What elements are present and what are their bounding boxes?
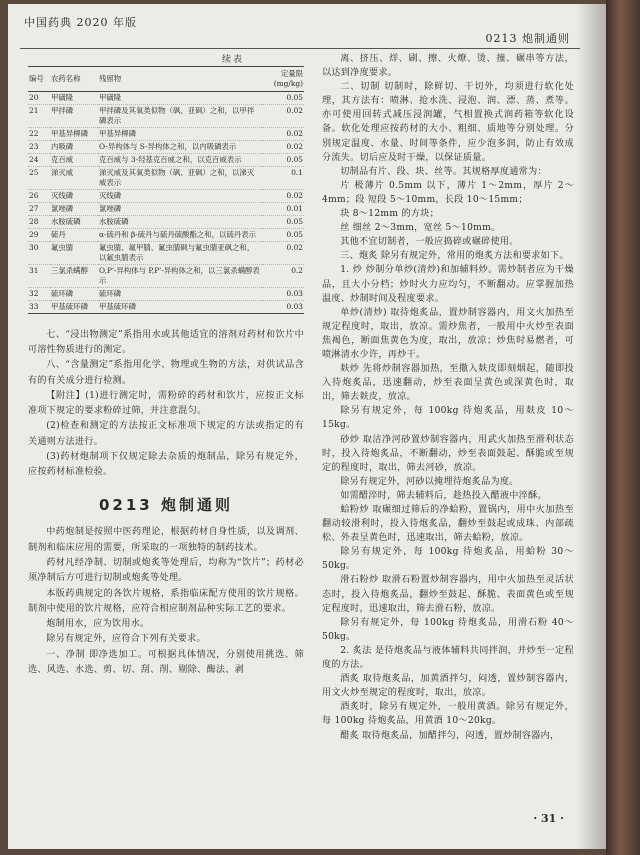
table-body — [28, 92, 304, 314]
table-row — [28, 202, 304, 215]
table-cell: 涕灭威及其氧类似物（砜、亚砜）之和，以涕灭威表示 — [98, 167, 262, 190]
paragraph: (3)药材炮制项下仅规定除去杂质的炮制品，除另有规定外，应按药材标准检验。 — [28, 451, 304, 478]
running-header-right: 0213 炮制通则 — [485, 32, 570, 45]
paragraph: 八、“含量测定”系指用化学、物理或生物的方法，对供试品含有的有关成分进行检测。 — [28, 360, 304, 386]
table-row — [28, 215, 304, 228]
table-cell: 33 — [28, 300, 50, 313]
table-row — [28, 141, 304, 154]
table-cell: 0.02 — [262, 189, 304, 202]
table-cell: 硫丹 — [50, 228, 98, 241]
paragraph: 除另有规定外，每 100kg 待炮炙品，用滑石粉 40～50kg。 — [322, 617, 574, 642]
table-cell: 0.02 — [262, 128, 304, 141]
table-row — [28, 105, 304, 128]
table-row — [28, 241, 304, 264]
table-cell: 20 — [28, 92, 50, 105]
paragraph: 1. 炒 炒制分单炒(清炒)和加辅料炒。需炒制者应为干燥品，且大小分档；炒时火力应均匀，不断翻动。应掌握加热温度、炒制时间及程度要求。 — [322, 265, 574, 304]
pesticide-residue-table — [28, 54, 304, 314]
table-cell: 0.05 — [262, 228, 304, 241]
paragraph: 丝 细丝 2～3mm，宽丝 5～10mm。 — [340, 223, 501, 234]
table-row — [28, 128, 304, 141]
table-cell: 涕灭威 — [50, 167, 98, 190]
table-header-cell: 农药名称 — [50, 67, 98, 92]
table-cell: 甲基硫环磷 — [98, 300, 262, 313]
table-header-cell: 残留物 — [98, 67, 262, 92]
table-cell: 甲基硫环磷 — [50, 300, 98, 313]
paragraph: 滑石粉炒 取滑石粉置炒制容器内，用中火加热至灵活状态时，投入待炮炙品，翻炒至鼓起、酥脆、表面黄色或至规定程度时，迅速取出，筛去滑石粉，放凉。 — [322, 575, 574, 614]
paragraph: 除另有规定外，应符合下列有关要求。 — [46, 634, 206, 645]
table-cell: 氯唑磷 — [50, 202, 98, 215]
table-cell: O,P'-异构体与 P,P'-异构体之和，以三氯杀螨醇表示 — [98, 264, 262, 287]
paragraph: 麸炒 先将炒制容器加热，至撒入麸皮即刻烟起，随即投入待炮炙品，迅速翻动，炒至表面呈黄色或深黄色时，取出，筛去麸皮，放凉。 — [322, 364, 574, 403]
table-cell: 0.03 — [262, 287, 304, 300]
paragraph: (2)检查和测定的方法按正文标准项下规定的方法或指定的有关通则方法进行。 — [28, 421, 304, 447]
paragraph: 三、炮炙 除另有规定外，常用的炮炙方法和要求如下。 — [340, 251, 569, 262]
table-cell: 氟虫腈 — [50, 241, 98, 264]
paragraph: 酒炙 取待炮炙品，加黄酒拌匀，闷透，置炒制容器内，用文火炒至规定的程度时，取出，放凉。 — [322, 674, 574, 699]
table-cell: 甲磺隆 — [50, 92, 98, 105]
page-gutter-shadow — [576, 4, 606, 849]
table-cell: 0.05 — [262, 92, 304, 105]
paragraph: 片 极薄片 0.5mm 以下，薄片 1～2mm，厚片 2～4mm；段 短段 5～10mm，长段 10～15mm； — [322, 180, 574, 205]
header-rule — [20, 48, 580, 49]
paragraph: 一、净制 即净选加工。可根据具体情况，分别使用挑选、筛选、风选、水选、剪、切、刮、削、剔除、酶法、剥 — [28, 649, 304, 675]
table-row — [28, 300, 304, 313]
paragraph: 离、挤压、烊、刷、擦、火燎、烫、撞、碾串等方法，以达到净度要求。 — [322, 54, 574, 79]
table-row — [28, 92, 304, 105]
table-cell: 甲基异柳磷 — [50, 128, 98, 141]
paragraph: 蛤粉炒 取碾细过筛后的净蛤粉，置锅内，用中火加热至翻动较滑利时，投入待炮炙品，翻炒至鼓起或成珠、内部疏松、外表呈黄色时，迅速取出，筛去蛤粉，放凉。 — [322, 505, 574, 544]
table-cell: 氟虫腈、氟甲腈、氟虫腈砜与氟虫腈亚砜之和，以氟虫腈表示 — [98, 241, 262, 264]
section-title: 0213 炮制通则 — [99, 496, 233, 515]
table-row — [28, 189, 304, 202]
table-cell: 0.1 — [262, 167, 304, 190]
paragraph: 二、切制 切制时，除鲜切、干切外，均须进行软化处理，其方法有：喷淋、抢水洗、浸泡、润、漂、蒸、煮等。亦可使用回转式减压浸润罐，气相置换式润药箱等软化设备。软化处理应按药材的大小、粗细、质地等分别处理。分别规定温度、水量、时间等条件，应少泡多润，防止有效成分流失。切后应及时干燥，以保证质量。 — [322, 82, 574, 163]
table-cell: 克百威 — [50, 154, 98, 167]
table-cell: 氯唑磷 — [98, 202, 262, 215]
left-paragraphs — [28, 328, 304, 481]
table-cell: α-硫丹和 β-硫丹与硫丹硫酸酯之和，以硫丹表示 — [98, 228, 262, 241]
paragraph: 如需醋淬时，筛去辅料后，趁热投入醋液中淬酥。 — [340, 490, 547, 501]
paragraph: 药材凡经净制、切制或炮炙等处理后，均称为“饮片”；药材必须净制后方可进行切制或炮炙等处理。 — [28, 558, 304, 584]
table-row — [28, 287, 304, 300]
section-paragraphs — [28, 525, 304, 678]
table-cell: 0.01 — [262, 202, 304, 215]
table-cell: 0.05 — [262, 215, 304, 228]
table-header-row — [28, 67, 304, 92]
paragraph: 本版药典规定的各饮片规格，系指临床配方使用的饮片规格。制剂中使用的饮片规格，应符合相应制剂品种实际工艺的要求。 — [28, 588, 304, 614]
paragraph: 除另有规定外，河砂以掩埋待炮炙品为度。 — [340, 476, 519, 487]
table-cell: 硫环磷 — [98, 287, 262, 300]
table-cell: 内吸磷 — [50, 141, 98, 154]
paragraph: 切制品有片、段、块、丝等。其规格厚度通常为： — [340, 166, 547, 177]
paragraph: 砂炒 取洁净河砂置炒制容器内，用武火加热至滑利状态时，投入待炮炙品，不断翻动，炒至表面鼓起、酥脆或至规定的程度时，取出，筛去河砂，放凉。 — [322, 434, 574, 473]
table-cell: 三氯杀螨醇 — [50, 264, 98, 287]
paragraph: 其他不宜切制者，一般应捣碎或碾碎使用。 — [340, 237, 519, 248]
table-cell: 27 — [28, 202, 50, 215]
table-header-cell: 编号 — [28, 67, 50, 92]
table-cell: 30 — [28, 241, 50, 264]
table-row — [28, 167, 304, 190]
paragraph: 块 8～12mm 的方块； — [340, 209, 440, 220]
table-header-cell: 定量限(mg/kg) — [262, 67, 304, 92]
paragraph: 除另有规定外，每 100kg 待炮炙品，用蛤粉 30～50kg。 — [322, 547, 574, 572]
paragraph: 炮制用水，应为饮用水。 — [46, 619, 150, 630]
paragraph: 【附注】(1)进行测定时，需粉碎的药材和饮片，应按正文标准项下规定的要求粉碎过筛，并注意混匀。 — [28, 390, 304, 417]
running-header-left: 中国药典 2020 年版 — [24, 16, 137, 29]
table-cell: 32 — [28, 287, 50, 300]
table-cell: 0.05 — [262, 154, 304, 167]
right-paragraphs — [322, 52, 574, 743]
table-cell: 甲基异柳磷 — [98, 128, 262, 141]
left-column — [28, 54, 304, 678]
table-cell: 0.02 — [262, 141, 304, 154]
table-cell: 25 — [28, 167, 50, 190]
table-cell: 21 — [28, 105, 50, 128]
table-cell: 28 — [28, 215, 50, 228]
table-row — [28, 264, 304, 287]
table-cell: 24 — [28, 154, 50, 167]
table-cell: 0.02 — [262, 105, 304, 128]
book-spine — [606, 0, 640, 855]
paragraph: 除另有规定外，每 100kg 待炮炙品，用麸皮 10～15kg。 — [322, 406, 574, 431]
table-cell: 0.03 — [262, 300, 304, 313]
table-row — [28, 228, 304, 241]
paragraph: 七、“浸出物测定”系指用水或其他适宜的溶剂对药材和饮片中可溶性物质进行的测定。 — [28, 329, 304, 356]
table-cell: 克百威与 3-羟基克百威之和，以克百威表示 — [98, 154, 262, 167]
table-cell: 0.02 — [262, 241, 304, 264]
table-cell: 23 — [28, 141, 50, 154]
table-cell: 甲磺隆 — [98, 92, 262, 105]
table-cell: O-异构体与 S-异构体之和，以内吸磷表示 — [98, 141, 262, 154]
table-cell: 26 — [28, 189, 50, 202]
table-cell: 灭线磷 — [50, 189, 98, 202]
table-cell: 0.2 — [262, 264, 304, 287]
table-cell: 甲拌磷 — [50, 105, 98, 128]
table-row — [28, 154, 304, 167]
right-column — [322, 52, 574, 743]
page-number: · 31 · — [533, 812, 564, 825]
table-cell: 水胺硫磷 — [98, 215, 262, 228]
table-cell: 31 — [28, 264, 50, 287]
book-page — [8, 4, 606, 849]
table-cell: 22 — [28, 128, 50, 141]
table-caption: 续表 — [221, 55, 244, 65]
table-cell: 29 — [28, 228, 50, 241]
table-cell: 水胺硫磷 — [50, 215, 98, 228]
table-cell: 甲拌磷及其氧类似物（砜、亚砜）之和，以甲拌磷表示 — [98, 105, 262, 128]
paragraph: 单炒(清炒) 取待炮炙品，置炒制容器内，用文火加热至规定程度时，取出，放凉。需炒焦者，一般用中火炒至表面焦褐色，断面焦黄色为度，取出，放凉；炒焦时易燃者，可喷淋清水少许，再炒干。 — [322, 307, 574, 360]
table-cell: 硫环磷 — [50, 287, 98, 300]
paragraph: 2. 炙法 是待炮炙品与液体辅料共同拌润，并炒至一定程度的方法。 — [322, 645, 574, 671]
table-cell: 灭线磷 — [98, 189, 262, 202]
paragraph: 酒炙时，除另有规定外，一般用黄酒。除另有规定外，每 100kg 待炮炙品，用黄酒 10～20kg。 — [322, 702, 574, 727]
paragraph: 中药炮制是按照中医药理论，根据药材自身性质，以及调剂、制剂和临床应用的需要，所采取的一项独特的制药技术。 — [28, 527, 304, 553]
paragraph: 醋炙 取待炮炙品，加醋拌匀，闷透，置炒制容器内， — [340, 730, 560, 741]
